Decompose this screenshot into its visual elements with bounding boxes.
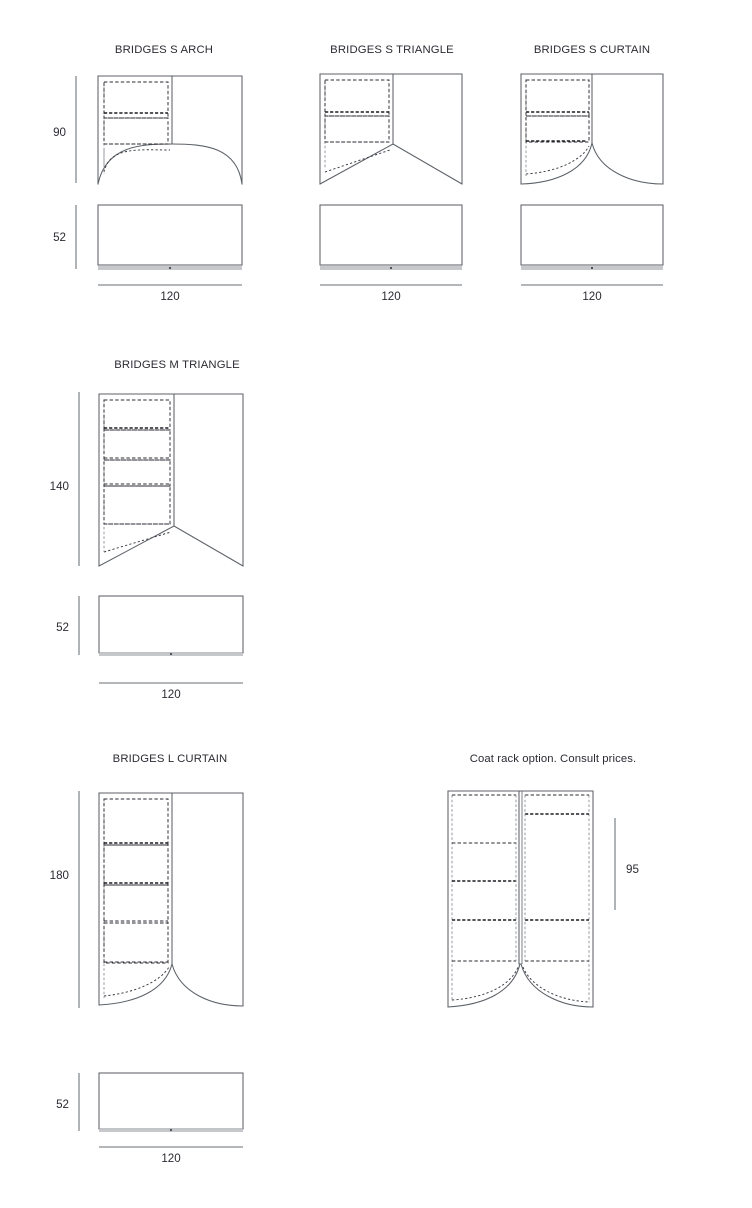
dimension-width-120-s-curtain xyxy=(521,285,663,303)
dimension-width-120-s-arch xyxy=(98,285,242,303)
title-bridges-l-curtain: BRIDGES L CURTAIN xyxy=(112,753,228,765)
dimension-coat-rack-height-95 xyxy=(615,818,639,910)
dimension-label-140: 140 xyxy=(49,480,69,493)
drawing-bridges-s-curtain-side xyxy=(521,205,663,269)
dimension-front-height-90 xyxy=(53,76,76,183)
drawing-bridges-s-curtain-front xyxy=(521,74,663,184)
drawing-bridges-m-triangle-side xyxy=(99,596,243,655)
drawing-bridges-l-curtain-side xyxy=(99,1073,243,1131)
drawing-bridges-s-arch-side xyxy=(98,205,242,269)
title-bridges-s-curtain: BRIDGES S CURTAIN xyxy=(533,44,651,56)
dimension-side-height-52-row2 xyxy=(56,596,79,655)
dimension-width-120-l-curtain xyxy=(99,1147,243,1165)
dimension-label-120-s-triangle: 120 xyxy=(381,290,401,303)
title-bridges-s-triangle: BRIDGES S TRIANGLE xyxy=(330,44,454,56)
dimension-label-120-s-arch: 120 xyxy=(160,290,180,303)
title-bridges-m-triangle: BRIDGES M TRIANGLE xyxy=(114,359,240,371)
drawing-coat-rack-option xyxy=(448,791,593,1007)
dimension-label-120-s-curtain: 120 xyxy=(582,290,602,303)
dimension-width-120-s-triangle xyxy=(320,285,462,303)
drawing-bridges-s-triangle-side xyxy=(320,205,462,269)
dimension-label-95: 95 xyxy=(626,863,639,876)
drawing-bridges-s-triangle-front xyxy=(320,74,462,184)
drawing-bridges-l-curtain-front xyxy=(99,793,243,1006)
dimension-label-120-l-curtain: 120 xyxy=(161,1152,181,1165)
dimension-front-height-180 xyxy=(50,791,79,1008)
dimension-label-180: 180 xyxy=(49,869,69,882)
caption-coat-rack-option: Coat rack option. Consult prices. xyxy=(469,753,637,765)
dimension-label-90: 90 xyxy=(53,126,66,139)
dimension-front-height-140 xyxy=(50,392,79,566)
dimension-label-52-row2: 52 xyxy=(56,621,69,634)
dimension-width-120-m-triangle xyxy=(99,683,243,701)
dimension-side-height-52-row3 xyxy=(56,1073,79,1131)
dimension-label-52-row1: 52 xyxy=(53,231,66,244)
drawing-bridges-m-triangle-front xyxy=(99,394,243,566)
dimension-label-52-row3: 52 xyxy=(56,1098,69,1111)
dimension-label-120-m-triangle: 120 xyxy=(161,688,181,701)
dimension-side-height-52-row1 xyxy=(53,205,76,269)
title-bridges-s-arch: BRIDGES S ARCH xyxy=(114,44,214,56)
drawing-bridges-s-arch-front xyxy=(98,76,242,184)
